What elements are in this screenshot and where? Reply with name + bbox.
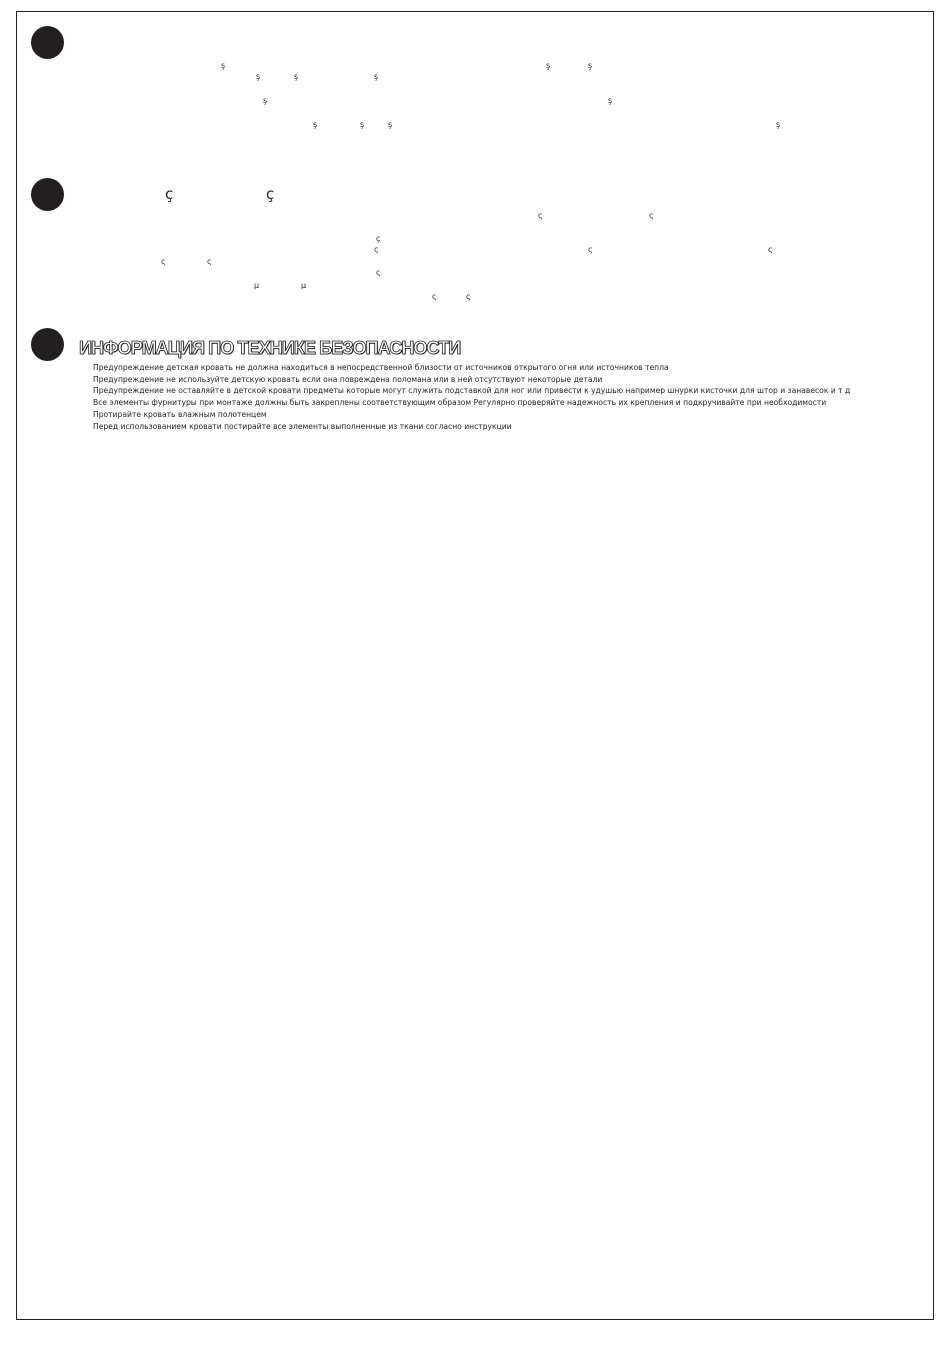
section-3-bullet	[31, 328, 64, 361]
section-1-glyph: ş	[256, 72, 261, 81]
section-2-bullet	[31, 178, 64, 211]
section-2-glyph: ς	[649, 211, 654, 220]
section-2-glyph: ς	[588, 245, 593, 254]
section-2-glyph: ς	[538, 211, 543, 220]
section-1-glyph: ş	[608, 96, 613, 105]
section-1-glyph: ş	[546, 61, 551, 70]
section-2-glyph: ç	[165, 185, 174, 203]
section-1-bullet	[31, 26, 64, 59]
section-2-glyph: ς	[466, 292, 471, 301]
section-2-glyph: ς	[432, 292, 437, 301]
safety-line: Предупреждение не используйте детскую кровать если она повреждена поломана или в ней отсутствуют некоторые детали	[93, 374, 603, 384]
section-2-glyph: ç	[376, 234, 381, 243]
section-2-glyph: ς	[374, 245, 379, 254]
safety-section-title: ИНФОРМАЦИЯ ПО ТЕХНИКЕ БЕЗОПАСНОСТИ	[79, 338, 461, 358]
section-2-glyph: µ	[254, 281, 260, 290]
safety-line: Перед использованием кровати постирайте все элементы выполненные из ткани согласно инструкции	[93, 421, 512, 431]
section-1-glyph: ş	[374, 72, 379, 81]
section-1-glyph: ş	[360, 120, 365, 129]
section-2-glyph: µ	[301, 281, 307, 290]
section-1-glyph: ş	[294, 72, 299, 81]
section-1-glyph: ş	[588, 61, 593, 70]
section-2-glyph: ç	[266, 185, 275, 203]
safety-line: Предупреждение не оставляйте в детской кровати предметы которые могут служить подставкой для ног или привести к удушью например шнурки кисточки для штор и занавесок и т д	[93, 386, 851, 396]
section-1-glyph: ş	[221, 61, 226, 70]
safety-instructions-list	[93, 362, 923, 432]
section-2-glyph: ς	[376, 268, 381, 277]
page-frame	[16, 11, 934, 1320]
section-2-glyph: ς	[768, 245, 773, 254]
section-2-glyph: ς	[207, 257, 212, 266]
safety-line: Предупреждение детская кровать не должна находиться в непосредственной близости от источников открытого огня или источников тепла	[93, 363, 669, 372]
section-1-glyph: ş	[313, 120, 318, 129]
section-1-glyph: ş	[388, 120, 393, 129]
section-2-glyph: ς	[161, 257, 166, 266]
safety-line: Все элементы фурнитуры при монтаже должны быть закреплены соответствующим образом Регулярно проверяйте надежность их крепления и подкручивайте при необходимости	[93, 398, 827, 408]
safety-line: Протирайте кровать влажным полотенцем	[93, 409, 267, 419]
section-1-glyph: ş	[776, 120, 781, 129]
section-1-glyph: ş	[263, 96, 268, 105]
